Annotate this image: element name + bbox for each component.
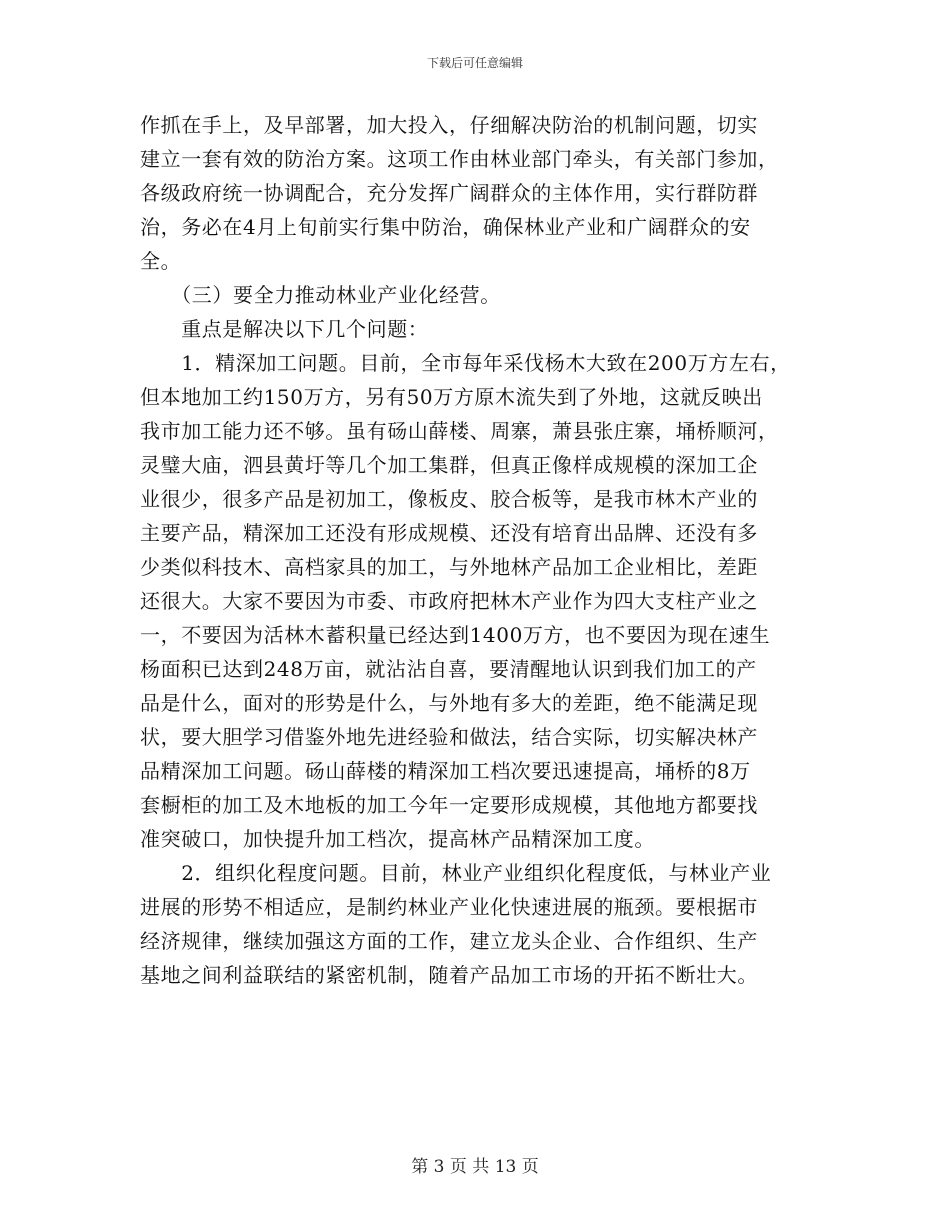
text-line: 作抓在手上，及早部署，加大投入，仔细解决防治的机制问题，切实 [140, 113, 758, 137]
text-line: 灵璧大庙，泗县黄圩等几个加工集群，但真正像样成规模的深加工企 [140, 453, 758, 477]
text-line: 但本地加工约150万方，另有50万方原木流失到了外地，这就反映出 [140, 385, 763, 409]
text-line: 1．精深加工问题。目前，全市每年采伐杨木大致在200万方左右， [140, 351, 791, 375]
text-line: 治，务必在4月上旬前实行集中防治，确保林业产业和广阔群众的安 [140, 215, 751, 239]
text-line: 重点是解决以下几个问题： [140, 317, 429, 341]
text-line: 建立一套有效的防治方案。这项工作由林业部门牵头，有关部门参加， [140, 147, 779, 171]
text-line: 少类似科技木、高档家具的加工，与外地林产品加工企业相比，差距 [140, 555, 758, 579]
text-line: 品是什么，面对的形势是什么，与外地有多大的差距，绝不能满足现 [140, 691, 758, 715]
text-line: 还很大。大家不要因为市委、市政府把林木产业作为四大支柱产业之 [140, 589, 758, 613]
text-line: 杨面积已达到248万亩，就沾沾自喜，要清醒地认识到我们加工的产 [140, 657, 757, 681]
text-line: 一，不要因为活林木蓄积量已经达到1400万方，也不要因为现在速生 [140, 623, 771, 647]
text-line: 基地之间利益联结的紧密机制，随着产品加工市场的开拓不断壮大。 [140, 963, 758, 987]
text-line: 套橱柜的加工及木地板的加工今年一定要形成规模，其他地方都要找 [140, 793, 758, 817]
document-body [140, 108, 820, 992]
text-line: 2．组织化程度问题。目前，林业产业组织化程度低，与林业产业 [140, 861, 772, 885]
text-line: 主要产品，精深加工还没有形成规模、还没有培育出品牌、还没有多 [140, 521, 758, 545]
text-line: 我市加工能力还不够。虽有砀山薛楼、周寨，萧县张庄寨，埇桥顺河， [140, 419, 779, 443]
text-line: 进展的形势不相适应，是制约林业产业化快速进展的瓶颈。要根据市 [140, 895, 758, 919]
section-heading: （三）要全力推动林业产业化经营。 [140, 283, 501, 307]
text-line: 全。 [140, 249, 182, 273]
page-header: 下载后可任意编辑 [426, 56, 523, 70]
text-line: 各级政府统一协调配合，充分发挥广阔群众的主体作用，实行群防群 [140, 181, 758, 205]
text-line: 状，要大胆学习借鉴外地先进经验和做法，结合实际，切实解决林产 [140, 725, 758, 749]
text-line: 品精深加工问题。砀山薛楼的精深加工档次要迅速提高，埇桥的8万 [140, 759, 751, 783]
page-number-footer: 第 3 页 共 13 页 [411, 1157, 539, 1177]
text-line: 准突破口，加快提升加工档次，提高林产品精深加工度。 [140, 827, 655, 851]
text-line: 业很少，很多产品是初加工，像板皮、胶合板等，是我市林木产业的 [140, 487, 758, 511]
text-line: 经济规律，继续加强这方面的工作，建立龙头企业、合作组织、生产 [140, 929, 758, 953]
